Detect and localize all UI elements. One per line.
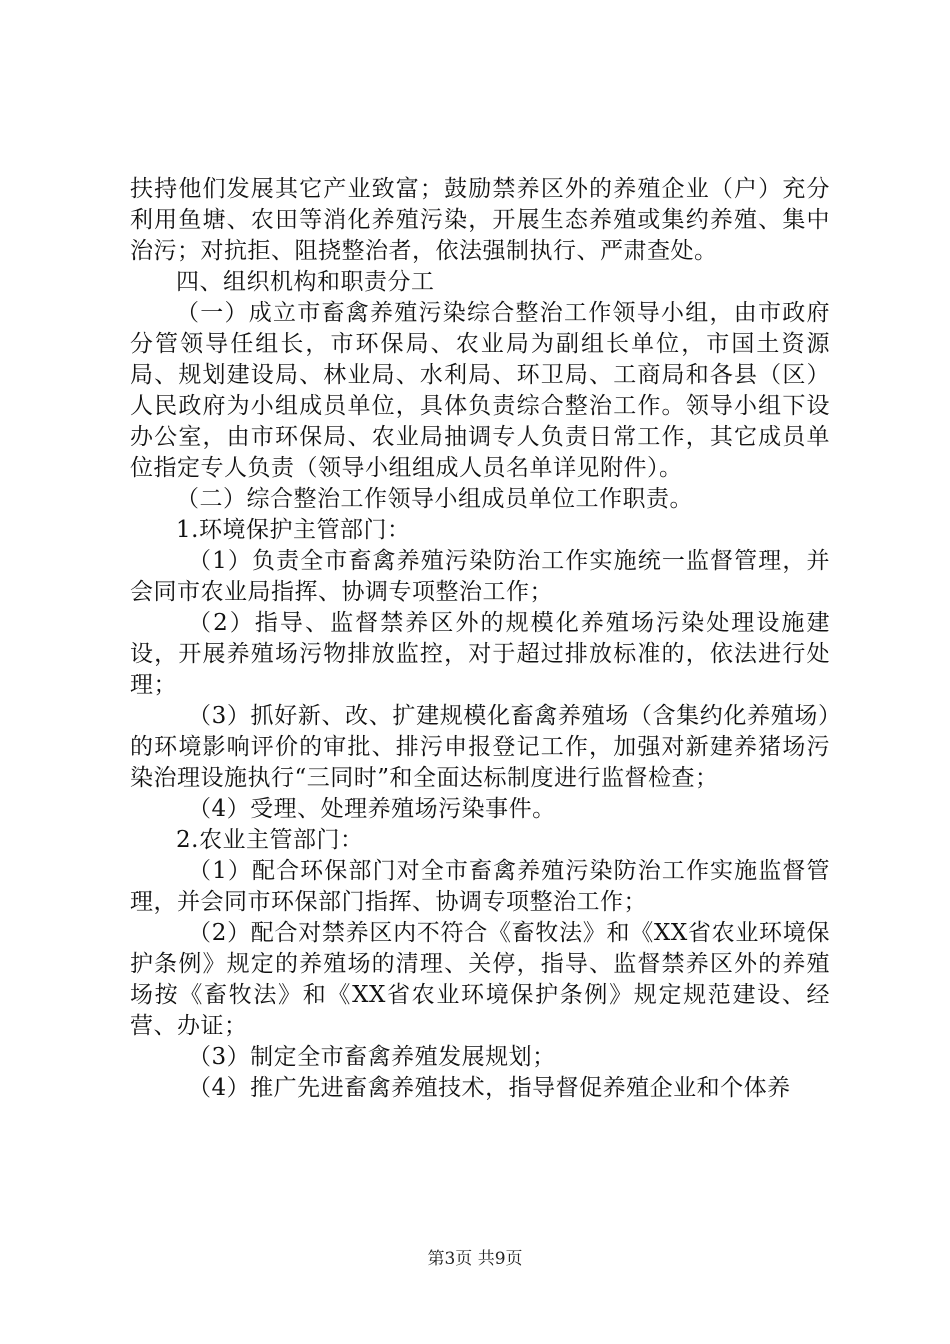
list-item: （1）负责全市畜禽养殖污染防治工作实施统一监督管理，并会同市农业局指挥、协调专项整治工作； — [130, 548, 830, 605]
list-item: （4）受理、处理养殖场污染事件。 — [188, 796, 556, 822]
page-footer — [0, 1244, 950, 1269]
list-item: （3）抓好新、改、扩建规模化畜禽养殖场（含集约化养殖场）的环境影响评价的审批、排污申报登记工作，加强对新建养猪场污染治理设施执行“三同时”和全面达标制度进行监督检查； — [130, 703, 830, 791]
list-item: （2）指导、监督禁养区外的规模化养殖场污染处理设施建设，开展养殖场污物排放监控，对于超过排放标准的，依法进行处理； — [130, 610, 830, 698]
section-heading: 四、组织机构和职责分工 — [176, 269, 435, 295]
paragraph: （一）成立市畜禽养殖污染综合整治工作领导小组，由市政府分管领导任组长，市环保局、农业局为副组长单位，市国土资源局、规划建设局、林业局、水利局、环卫局、工商局和各县（区）人民政府为小组成员单位，具体负责综合整治工作。领导小组下设办公室，由市环保局、农业局抽调专人负责日常工作，其它成员单位指定专人负责（领导小组组成人员名单详见附件）。 — [130, 300, 830, 481]
list-item: （4）推广先进畜禽养殖技术，指导督促养殖企业和个体养 — [188, 1075, 791, 1101]
list-item: （1）配合环保部门对全市畜禽养殖污染防治工作实施监督管理，并会同市环保部门指挥、协调专项整治工作； — [130, 858, 830, 915]
document-body — [130, 174, 830, 1104]
page-number: 第3页 共9页 — [427, 1249, 523, 1269]
paragraph: （二）综合整治工作领导小组成员单位工作职责。 — [176, 486, 693, 512]
list-item: （2）配合对禁养区内不符合《畜牧法》和《XX省农业环境保护条例》规定的养殖场的清理、关停，指导、监督禁养区外的养殖场按《畜牧法》和《XX省农业环境保护条例》规定规范建设、经营、办证； — [130, 920, 830, 1039]
subsection-heading: 2.农业主管部门： — [176, 827, 364, 853]
subsection-heading: 1.环境保护主管部门： — [176, 517, 411, 543]
list-item: （3）制定全市畜禽养殖发展规划； — [188, 1044, 556, 1070]
paragraph: 扶持他们发展其它产业致富；鼓励禁养区外的养殖企业（户）充分利用鱼塘、农田等消化养殖污染，开展生态养殖或集约养殖、集中治污；对抗拒、阻挠整治者，依法强制执行、严肃查处。 — [130, 176, 830, 264]
